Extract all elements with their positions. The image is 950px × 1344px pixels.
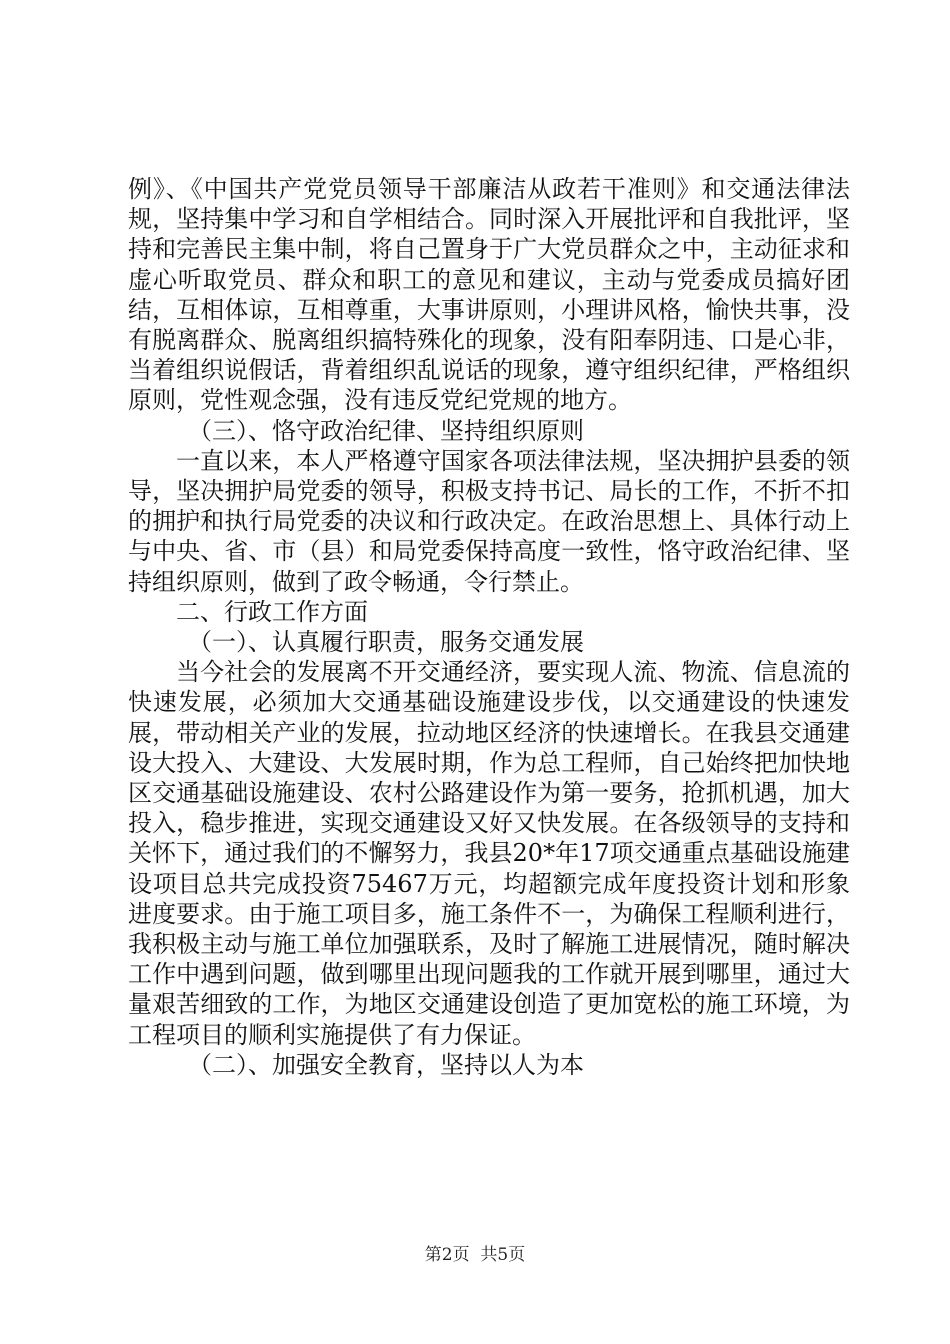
section-heading-political-discipline: （三）、恪守政治纪律、坚持组织原则 (188, 416, 584, 445)
section-heading-duties: （一）、认真履行职责，服务交通发展 (188, 628, 584, 657)
paragraph-discipline-study: 例》、《中国共产党党员领导干部廉洁从政若干准则》和交通法律法规，坚持集中学习和自学相结合。同时深入开展批评和自我批评，坚持和完善民主集中制，将自己置身于广大党员群众之中，主动征求和虚心听取党员、群众和职工的意见和建议，主动与党委成员搞好团结，互相体谅，互相尊重，大事讲原则，小理讲风格，愉快共事，没有脱离群众、脱离组织搞特殊化的现象，没有阳奉阴违、口是心非，当着组织说假话，背着组织乱说话的现象，遵守组织纪律，严格组织原则，党性观念强，没有违反党纪党规的地方。 (128, 175, 850, 415)
document-body (128, 174, 850, 1080)
section-heading-safety: （二）、加强安全教育，坚持以人为本 (188, 1050, 584, 1079)
paragraph-political-discipline: 一直以来，本人严格遵守国家各项法律法规，坚决拥护县委的领导，坚决拥护局党委的领导，积极支持书记、局长的工作，不折不扣的拥护和执行局党委的决议和行政决定。在政治思想上、具体行动上与中央、省、市（县）和局党委保持高度一致性，恪守政治纪律、坚持组织原则，做到了政令畅通，令行禁止。 (128, 446, 850, 596)
paragraph-duties: 当今社会的发展离不开交通经济，要实现人流、物流、信息流的快速发展，必须加大交通基础设施建设步伐，以交通建设的快速发展，带动相关产业的发展，拉动地区经济的快速增长。在我县交通建设大投入、大建设、大发展时期，作为总工程师，自己始终把加快地区交通基础设施建设、农村公路建设作为第一要务，抢抓机遇，加大投入，稳步推进，实现交通建设又好又快发展。在各级领导的支持和关怀下，通过我们的不懈努力，我县20*年17项交通重点基础设施建设项目总共完成投资75467万元，均超额完成年度投资计划和形象进度要求。由于施工项目多，施工条件不一，为确保工程顺利进行，我积极主动与施工单位加强联系，及时了解施工进展情况，随时解决工作中遇到问题，做到哪里出现问题我的工作就开展到哪里，通过大量艰苦细致的工作，为地区交通建设创造了更加宽松的施工环境，为工程项目的顺利实施提供了有力保证。 (128, 658, 850, 1049)
page-footer: 第2页 共5页 (424, 1245, 526, 1265)
section-heading-administrative-work: 二、行政工作方面 (176, 597, 368, 626)
